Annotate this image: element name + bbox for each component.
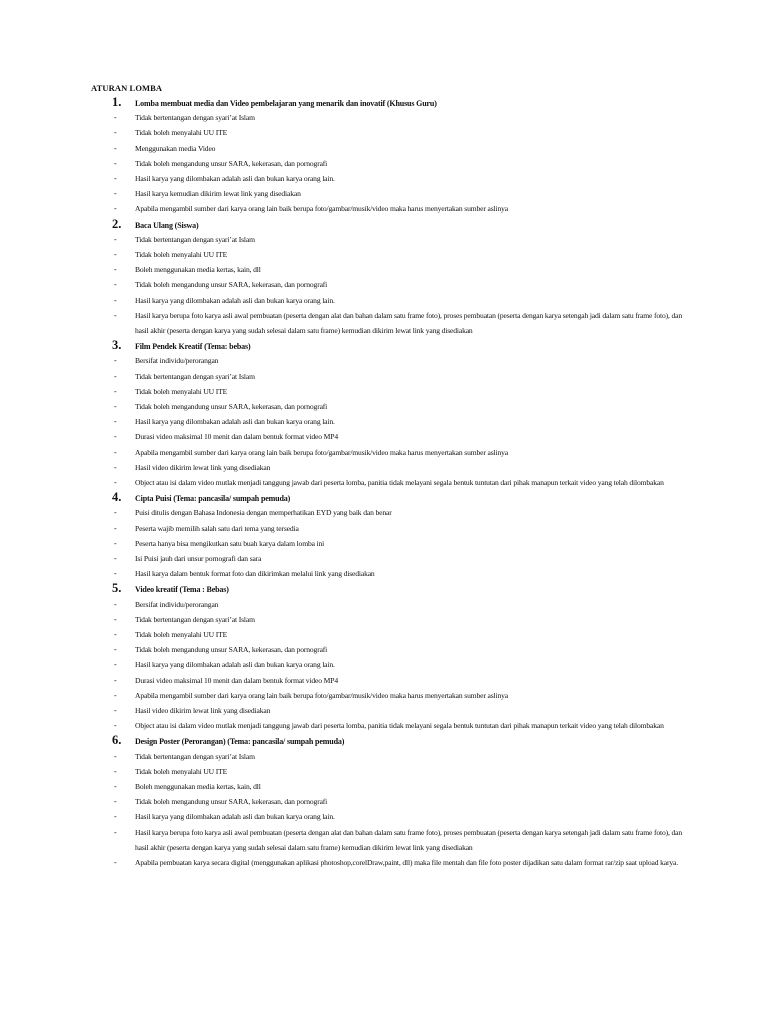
rule-item (0, 353, 768, 368)
rule-item (0, 703, 768, 718)
dash-bullet-icon: - (114, 858, 117, 868)
rule-text: Hasil karya berupa foto karya asli awal pembuatan (peserta dengan alat dan bahan dalam satu frame foto), proses pembuatan (peserta dengan karya setengah jadi dalam satu frame foto), dan hasil akhir (peserta dengan karya yang sudah selesai dalam satu frame) kemudian dikirim lewat link yang disediakan (135, 827, 683, 852)
dash-bullet-icon: - (114, 265, 117, 275)
rule-text: Hasil karya yang dilombakan adalah asli dan bukan karya orang lain. (135, 295, 335, 305)
section-number: 2. (112, 216, 122, 231)
rule-text: Object atau isi dalam video mutlak menjadi tanggung jawab dari peserta lomba, panitia tidak melayani segala bentuk tuntutan dari pihak manapun terkait video yang telah dilombakan (135, 478, 664, 488)
rule-item (0, 749, 768, 764)
rule-text: Apabila pembuatan karya secara digital (menggunakan aplikasi photoshop,corelDraw,paint, dll) maka file mentah dan file foto poster dijadikan satu dalam format rar/zip saat upload karya. (135, 858, 678, 868)
dash-bullet-icon: - (114, 630, 117, 640)
rule-item (0, 536, 768, 551)
rule-text: Tidak boleh mengandung unsur SARA, kekerasan, dan pornografi (135, 158, 328, 168)
rule-item (0, 505, 768, 520)
rule-item (0, 262, 768, 277)
rule-item (0, 521, 768, 536)
section-heading (0, 490, 768, 505)
rule-text: Boleh menggunakan media kertas, kain, dll (135, 782, 261, 792)
document-title: ATURAN LOMBA (91, 83, 163, 93)
dash-bullet-icon: - (114, 706, 117, 716)
section-title: Film Pendek Kreatif (Tema: bebas) (135, 342, 251, 352)
section-number: 4. (112, 490, 122, 505)
rule-item (0, 551, 768, 566)
rule-item (0, 186, 768, 201)
rule-text: Apabila mengambil sumber dari karya orang lain baik berupa foto/gambar/musik/video maka harus menyertakan sumber aslinya (135, 447, 508, 457)
dash-bullet-icon: - (114, 462, 117, 472)
section-number: 5. (112, 581, 122, 596)
rule-text: Hasil karya yang dilombakan adalah asli dan bukan karya orang lain. (135, 660, 335, 670)
dash-bullet-icon: - (114, 766, 117, 776)
section-block (0, 217, 768, 339)
rule-item (0, 141, 768, 156)
rules-list (0, 353, 768, 490)
section-title: Baca Ulang (Siswa) (135, 220, 199, 230)
section-heading (0, 338, 768, 353)
rule-item (0, 627, 768, 642)
rule-text: Tidak bertentangan dengan syari’at Islam (135, 371, 255, 381)
dash-bullet-icon: - (114, 128, 117, 138)
dash-bullet-icon: - (114, 569, 117, 579)
dash-bullet-icon: - (114, 614, 117, 624)
rule-text: Hasil video dikirim lewat link yang disediakan (135, 462, 271, 472)
dash-bullet-icon: - (114, 538, 117, 548)
dash-bullet-icon: - (114, 797, 117, 807)
dash-bullet-icon: - (114, 204, 117, 214)
dash-bullet-icon: - (114, 478, 117, 488)
section-block (0, 95, 768, 217)
section-block (0, 490, 768, 581)
dash-bullet-icon: - (114, 782, 117, 792)
section-title: Cipta Puisi (Tema: pancasila/ sumpah pemuda) (135, 494, 291, 504)
rule-text: Hasil karya yang dilombakan adalah asli dan bukan karya orang lain. (135, 417, 335, 427)
rule-text: Tidak boleh menyalahi UU ITE (135, 128, 228, 138)
rule-text: Tidak bertentangan dengan syari’at Islam (135, 751, 255, 761)
dash-bullet-icon: - (114, 690, 117, 700)
rule-item (0, 171, 768, 186)
rule-text: Tidak bertentangan dengan syari’at Islam (135, 234, 255, 244)
rule-text: Tidak boleh menyalahi UU ITE (135, 250, 228, 259)
dash-bullet-icon: - (114, 386, 117, 396)
rule-item (0, 657, 768, 672)
section-title: Design Poster (Perorangan) (Tema: pancasila/ sumpah pemuda) (135, 737, 345, 747)
rule-item (0, 232, 768, 247)
section-number: 1. (112, 95, 122, 109)
dash-bullet-icon: - (114, 721, 117, 731)
rule-text: Hasil karya yang dilombakan adalah asli dan bukan karya orang lain. (135, 174, 335, 183)
rules-list (0, 749, 768, 871)
rule-text: Tidak boleh menyalahi UU ITE (135, 386, 228, 396)
rule-item (0, 156, 768, 171)
rule-item (0, 414, 768, 429)
rule-item (0, 247, 768, 262)
rule-text: Apabila mengambil sumber dari karya orang lain baik berupa foto/gambar/musik/video maka harus menyertakan sumber aslinya (135, 204, 508, 214)
dash-bullet-icon: - (114, 143, 117, 153)
dash-bullet-icon: - (114, 554, 117, 564)
rule-item (0, 566, 768, 581)
section-heading (0, 733, 768, 748)
rules-list (0, 597, 768, 734)
rule-text: Tidak boleh mengandung unsur SARA, kekerasan, dan pornografi (135, 402, 328, 412)
dash-bullet-icon: - (114, 660, 117, 670)
dash-bullet-icon: - (114, 508, 117, 518)
rule-text: Bersifat individu/perorangan (135, 356, 219, 366)
section-heading (0, 217, 768, 232)
rule-item (0, 429, 768, 444)
dash-bullet-icon: - (114, 645, 117, 655)
dash-bullet-icon: - (114, 174, 117, 183)
rule-item (0, 201, 768, 216)
dash-bullet-icon: - (114, 402, 117, 412)
rule-text: Tidak boleh mengandung unsur SARA, kekerasan, dan pornografi (135, 645, 328, 655)
rule-item (0, 277, 768, 292)
rule-text: Hasil karya berupa foto karya asli awal pembuatan (peserta dengan alat dan bahan dalam satu frame foto), proses pembuatan (peserta dengan karya setengah jadi dalam satu frame foto), dan hasil akhir (peserta dengan karya yang sudah selesai dalam satu frame) kemudian dikirim lewat link yang disediakan (135, 310, 683, 336)
rules-list (0, 505, 768, 581)
dash-bullet-icon: - (114, 751, 117, 761)
rule-text: Tidak bertentangan dengan syari’at Islam (135, 113, 255, 123)
dash-bullet-icon: - (114, 356, 117, 366)
rule-text: Tidak boleh menyalahi UU ITE (135, 630, 228, 640)
section-number: 3. (112, 338, 122, 353)
dash-bullet-icon: - (114, 599, 117, 609)
rule-text: Tidak boleh mengandung unsur SARA, kekerasan, dan pornografi (135, 797, 328, 807)
rule-item (0, 718, 768, 733)
rule-text: Peserta hanya bisa mengikutkan satu buah karya dalam lomba ini (135, 538, 325, 548)
rule-item (0, 825, 768, 855)
dash-bullet-icon: - (114, 432, 117, 442)
rule-text: Hasil karya kemudian dikirim lewat link yang disediakan (135, 189, 301, 199)
rule-item (0, 779, 768, 794)
rule-text: Durasi video maksimal 10 menit dan dalam bentuk format video MP4 (135, 432, 338, 442)
rule-text: Durasi video maksimal 10 menit dan dalam bentuk format video MP4 (135, 675, 338, 685)
section-title: Video kreatif (Tema : Bebas) (135, 585, 229, 595)
rule-item (0, 764, 768, 779)
section-number: 6. (112, 733, 122, 748)
section-heading (0, 95, 768, 110)
rule-text: Hasil karya yang dilombakan adalah asli dan bukan karya orang lain. (135, 812, 335, 822)
dash-bullet-icon: - (114, 295, 117, 305)
dash-bullet-icon: - (114, 250, 117, 259)
section-block (0, 338, 768, 490)
rule-item (0, 125, 768, 140)
rules-list (0, 110, 768, 216)
rule-item (0, 855, 768, 870)
rule-item (0, 384, 768, 399)
dash-bullet-icon: - (114, 189, 117, 199)
rule-item (0, 642, 768, 657)
dash-bullet-icon: - (114, 234, 117, 244)
rule-text: Bersifat individu/perorangan (135, 599, 219, 609)
rule-text: Menggunakan media Video (135, 143, 216, 153)
dash-bullet-icon: - (114, 447, 117, 457)
rule-text: Isi Puisi jauh dari unsur pornografi dan sara (135, 554, 262, 564)
dash-bullet-icon: - (114, 371, 117, 381)
rule-item (0, 293, 768, 308)
rule-item (0, 460, 768, 475)
dash-bullet-icon: - (114, 827, 117, 837)
dash-bullet-icon: - (114, 417, 117, 427)
rule-item (0, 369, 768, 384)
dash-bullet-icon: - (114, 523, 117, 533)
dash-bullet-icon: - (114, 158, 117, 168)
rule-item (0, 308, 768, 338)
rule-text: Tidak boleh menyalahi UU ITE (135, 766, 228, 776)
section-block (0, 581, 768, 733)
rule-item (0, 794, 768, 809)
rules-list (0, 232, 768, 338)
rule-text: Puisi ditulis dengan Bahasa Indonesia dengan memperhatikan EYD yang baik dan benar (135, 508, 392, 518)
rule-text: Hasil video dikirim lewat link yang disediakan (135, 706, 271, 716)
dash-bullet-icon: - (114, 675, 117, 685)
rule-item (0, 110, 768, 125)
rule-text: Object atau isi dalam video mutlak menjadi tanggung jawab dari peserta lomba, panitia tidak melayani segala bentuk tuntutan dari pihak manapun terkait video yang telah dilombakan (135, 721, 664, 731)
rule-item (0, 399, 768, 414)
rule-text: Tidak bertentangan dengan syari’at Islam (135, 614, 255, 624)
rule-item (0, 445, 768, 460)
rule-item (0, 612, 768, 627)
rule-text: Tidak boleh mengandung unsur SARA, kekerasan, dan pornografi (135, 280, 328, 290)
dash-bullet-icon: - (114, 113, 117, 123)
sections-list (0, 95, 768, 870)
rule-text: Peserta wajib memilih salah satu dari tema yang tersedia (135, 523, 299, 533)
dash-bullet-icon: - (114, 280, 117, 290)
dash-bullet-icon: - (114, 812, 117, 822)
rule-text: Boleh menggunakan media kertas, kain, dll (135, 265, 261, 275)
rule-text: Hasil karya dalam bentuk format foto dan dikirimkan melalui link yang disediakan (135, 569, 375, 579)
section-block (0, 733, 768, 870)
section-title: Lomba membuat media dan Video pembelajaran yang menarik dan inovatif (Khusus Guru) (135, 99, 437, 108)
section-heading (0, 581, 768, 596)
rule-item (0, 475, 768, 490)
dash-bullet-icon: - (114, 310, 117, 320)
rule-item (0, 597, 768, 612)
rule-text: Apabila mengambil sumber dari karya orang lain baik berupa foto/gambar/musik/video maka harus menyertakan sumber aslinya (135, 690, 508, 700)
rule-item (0, 809, 768, 824)
rule-item (0, 673, 768, 688)
rule-item (0, 688, 768, 703)
